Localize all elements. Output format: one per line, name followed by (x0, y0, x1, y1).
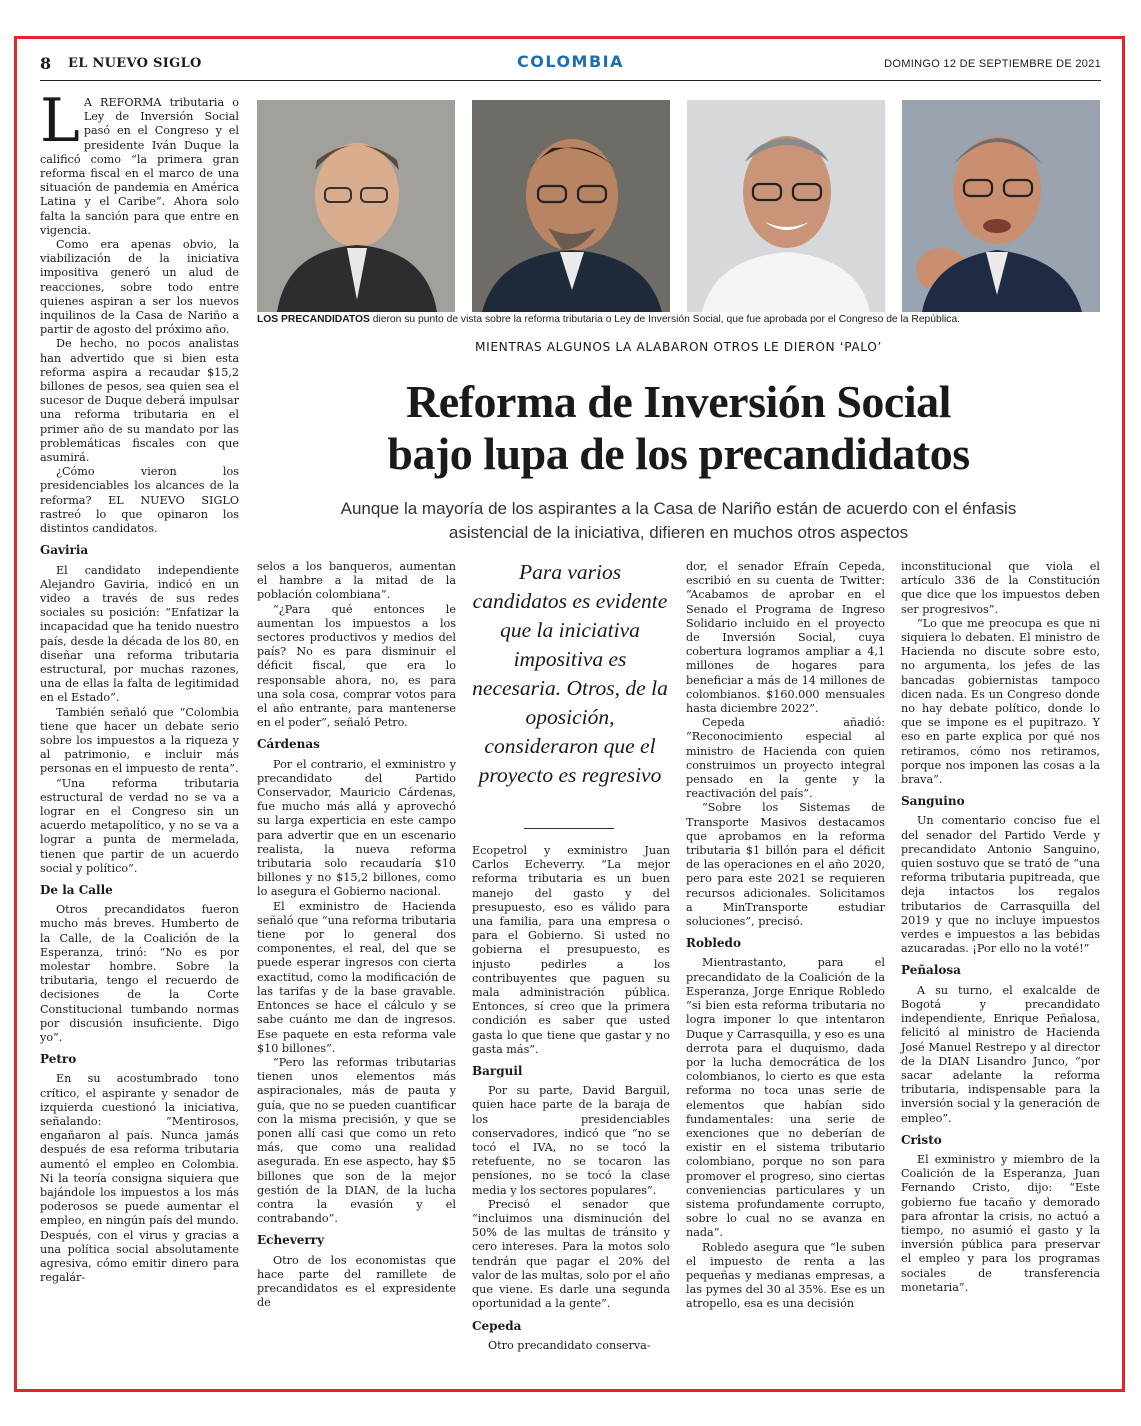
photo-candidate-4 (902, 100, 1100, 312)
subhead-petro: Petro (40, 1052, 77, 1067)
headline (257, 376, 1100, 480)
paragraph: A REFORMA tributaria o Ley de Inversión Social pasó en el Congreso y el presidente Iván Duque la calificó como “la primera gran reforma fiscal en el marco de una situación de pandemia en América Latina y el Caribe”. Ahora solo falta la sanción para que entre en vigencia. (40, 96, 239, 237)
photo-caption (257, 314, 1100, 325)
photo-candidate-2 (472, 100, 670, 312)
headline-line-1: Reforma de Inversión Social (406, 376, 951, 427)
page-number: 8 (40, 54, 52, 73)
subhead-robledo: Robledo (686, 936, 741, 951)
photo-candidate-3 (687, 100, 885, 312)
pull-quote: Para varios candidatos es evidente que la iniciativa impositiva es necesaria. Otros, de la oposición, consideraron que el proyecto es regresivo (472, 560, 668, 787)
paragraph: dor, el senador Efraín Cepeda, escribió en su cuenta de Twitter: “Acabamos de aprobar en el Senado el Programa de Ingreso Solidario incluido en el proyecto de Inversión Social, cuya cobertura logramos ampliar a 4,1 millones de hogares para beneficiar a más de 14 millones de colombianos. $160.000 mensuales hasta diciembre 2022”. (686, 560, 885, 716)
paragraph: “Una reforma tributaria estructural de verdad no se va a lograr en el Congreso sin un acuerdo metapolítico, y no se va a lograr a punta de mermelada, tienen que partir de un acuerdo social y político”. (40, 776, 239, 875)
deck (257, 497, 1100, 545)
column-2 (257, 560, 456, 1310)
paragraph: Por su parte, David Barguil, quien hace parte de la baraja de los presidenciables conservadores, indicó que “no se tocó el IVA, no se tocó la retefuente, no se tocaron las pensiones, no se tocó la clase media y los sectores populares”. (472, 1084, 670, 1197)
subhead-cristo: Cristo (901, 1132, 942, 1147)
subhead-cepeda: Cepeda (472, 1318, 522, 1333)
photo-candidate-1 (257, 100, 455, 312)
deck-line-2: asistencial de la iniciativa, difieren en muchos otros aspectos (448, 523, 909, 542)
paragraph: El exministro de Hacienda señaló que “una reforma tributaria tiene por lo general dos componentes, el real, del que se puede esperar ingresos con cierta exactitud, como la modificación de las tarifas y de la base gravable. Entonces se hace el cálculo y se sabe cuánto me dan de ingresos. Ese paquete en esta reforma vale $10 billones”. (257, 899, 456, 1055)
column-5 (901, 560, 1100, 1295)
paragraph: De hecho, no pocos analistas han advertido que si bien esta reforma aspira a recaudar $15,2 billones de pesos, sea quien sea el sucesor de Duque deberá impulsar una reforma tributaria en el primer año de su mandato por las problemáticas fiscales con que asumirá. (40, 337, 239, 465)
subhead-penalosa: Peñalosa (901, 963, 961, 978)
newspaper-name: EL NUEVO SIGLO (68, 56, 202, 71)
paragraph: “Pero las reformas tributarias tienen unos elementos más aspiracionales, más de pauta y guía, que no se pueden cuantificar con la misma precisión, y que se ponen allí casi que como un reto más, que como una realidad asegurada. En ese aspecto, hay $5 billones que son de la mejor gestión de la DIAN, de la lucha contra la evasión y el contrabando”. (257, 1055, 456, 1226)
paragraph: Por el contrario, el exministro y precandidato del Partido Conservador, Mauricio Cárdenas, fue mucho más allá y aprovechó su larga experticia en este campo para advertir que en un escenario realista, la nueva reforma tributaria solo recaudaría $10 billones y no $15,2 billones, como lo asegura el Gobierno nacional. (257, 757, 456, 899)
paragraph: Otro de los economistas que hace parte del ramillete de precandidatos es el expresidente de (257, 1253, 456, 1310)
subhead-barguil: Barguil (472, 1064, 523, 1079)
subhead-cardenas: Cárdenas (257, 737, 320, 752)
paragraph: “¿Para qué entonces le aumentan los impuestos a los sectores productivos y medios del país? No es para disminuir el déficit fiscal, que era lo responsable ahora, no, es para una sola cosa, comprar votos para el año entrante, para mantenerse en el poder”, señaló Petro. (257, 602, 456, 730)
paragraph: El candidato independiente Alejandro Gaviria, indicó en un video a través de sus redes sociales su posición: “Enfatizar la incapacidad que ha tenido nuestro país, desde la década de los 80, en diseñar una reforma tributaria estructural, por muchas razones, una de ellas la falta de legitimidad en el Estado”. (40, 563, 239, 705)
subhead-echeverry: Echeverry (257, 1233, 325, 1248)
paragraph: El exministro y miembro de la Coalición de la Esperanza, Juan Fernando Cristo, dijo: “Este gobierno fue tacaño y demorado para afrontar la crisis, no actuó a tiempo, no asumió el gasto y la inversión pública para preservar el empleo y para los programas sociales de transferencia monetaria”. (901, 1152, 1100, 1294)
headline-line-2: bajo lupa de los precandidatos (387, 428, 970, 479)
issue-date: DOMINGO 12 DE SEPTIEMBRE DE 2021 (884, 58, 1101, 70)
paragraph: selos a los banqueros, aumentan el hambre a la mitad de la población colombiana”. (257, 560, 456, 602)
paragraph: “Sobre los Sistemas de Transporte Masivos destacamos que aprobamos en la reforma tributaria $1 billón para el déficit de las operaciones en el año 2020, pero para este 2021 se requieren recursos adicionales. Solicitamos a MinTransporte estudiar soluciones”, precisó. (686, 801, 885, 929)
drop-cap: L (40, 86, 80, 156)
paragraph: ¿Cómo vieron los presidenciables los alcances de la reforma? EL NUEVO SIGLO rastreó lo que opinaron los distintos candidatos. (40, 465, 239, 536)
section-name: COLOMBIA (516, 52, 625, 71)
paragraph: También señaló que “Colombia tiene que hacer un debate serio sobre los impuestos a la riqueza y al patrimonio, e incluir más personas en el impuesto de renta”. (40, 705, 239, 776)
deck-line-1: Aunque la mayoría de los aspirantes a la Casa de Nariño están de acuerdo con el énfasis (340, 499, 1017, 518)
pull-quote-rule (524, 828, 614, 829)
paragraph: Ecopetrol y exministro Juan Carlos Echeverry. “La mejor reforma tributaria es un buen manejo del gasto y del presupuesto, eso es válido para una familia, para una empresa o para el Gobierno. Si usted no gobierna el presupuesto, es injusto pedirles a los contribuyentes que paguen su mala administración pública. Entonces, sí creo que la primera condición es saber que usted gasta lo que tiene que gastar y no gasta más”. (472, 844, 670, 1056)
column-1 (40, 86, 239, 1285)
caption-lead: LOS PRECANDIDATOS (257, 314, 370, 325)
paragraph: “Lo que me preocupa es que ni siquiera lo debaten. El ministro de Hacienda no discute sobre esto, no argumenta, los jefes de las bancadas gobiernistas tampoco dicen nada. Es un Congreso donde no hay debate político, donde lo que se impone es el pupitrazo. Y eso en parte explica por qué nos retiramos, cómo nos retiramos, porque nos imponen las cosas a la brava”. (901, 616, 1100, 787)
subhead-sanguino: Sanguino (901, 794, 965, 809)
kicker: MIENTRAS ALGUNOS LA ALABARON OTROS LE DIERON ‘PALO’ (475, 340, 882, 354)
caption-text: dieron su punto de vista sobre la reforma tributaria o Ley de Inversión Social, que fue aprobada por el Congreso de la República. (369, 314, 961, 325)
paragraph: Cepeda añadió: “Reconocimiento especial al ministro de Hacienda con quien construimos un proyecto integral pensado en la gente y la reactivación del país”. (686, 716, 885, 801)
header-divider (40, 80, 1101, 81)
paragraph: Robledo asegura que “le suben el impuesto de renta a las pequeñas y medianas empresas, a las pymes del 30 al 35%. Ese es un atropello, esa es una decisión (686, 1240, 885, 1311)
paragraph: Precisó el senador que “incluimos una disminución del 50% de las multas de tránsito y cero intereses. Para la motos solo tendrán que pagar el 20% del valor de las multas, solo por el año que viene. Es darle una segunda oportunidad a la gente”. (472, 1197, 671, 1311)
column-4 (686, 560, 885, 1312)
paragraph: A su turno, el exalcalde de Bogotá y precandidato independiente, Enrique Peñalosa, felicitó al ministro de Hacienda José Manuel Restrepo y al director de la DIAN Lisandro Junco, “por sacar adelante la reforma tributaria, indispensable para la inversión social y la generación de empleo”. (901, 983, 1100, 1125)
paragraph: Un comentario conciso fue el del senador del Partido Verde y precandidato Antonio Sanguino, quien sostuvo que se trató de “una reforma tributaria pupitreada, que deja intactos los regalos tributarios de Carrasquilla del 2019 y que no incluye impuestos verdes e impuestos a las bebidas azucaradas. ¡Por ello no la voté!” (901, 814, 1100, 956)
photo-strip (257, 100, 1100, 312)
subhead-de-la-calle: De la Calle (40, 882, 113, 897)
paragraph: En su acostumbrado tono crítico, el aspirante y senador de izquierda cuestionó la iniciativa, señalando: “Mentirosos, engañaron al país. Nunca jamás después de esa reforma tributaria aumentó el empleo en Colombia. Ni la teoría consigna siquiera que bajándole los impuestos a los más poderosos se puede aumentar el empleo, en ningún país del mundo. Después, con el virus y gracias a una política social absolutamente agresiva, cómo emitir dinero para regalár- (40, 1072, 239, 1285)
page-header (40, 52, 1101, 80)
paragraph: inconstitucional que viola el artículo 336 de la Constitución que dice que los impuestos deben ser progresivos”. (901, 560, 1100, 616)
paragraph: Mientrastanto, para el precandidato de la Coalición de la Esperanza, Jorge Enrique Robledo “si bien esta reforma tributaria no logra imponer lo que intentaron Duque y Carrasquilla, y eso es una derrota para el duquismo, dada por la lucha democrática de los colombianos, lo cierto es que esta reforma no toca unas serie de elementos que habían sido fundamentales: una serie de exenciones que no deberían de existir en el sistema tributario colombiano, porque no son para promover el progreso, sino ciertas conveniencias particulares y un sistema profundamente corrupto, sobre lo cual no se avanza en nada”. (686, 956, 885, 1240)
paragraph: Como era apenas obvio, la viabilización de la iniciativa impositiva generó un alud de reacciones, sobre todo entre quienes aspiran a ser los nuevos inquilinos de la Casa de Nariño a partir de agosto del próximo año. (40, 238, 239, 337)
paragraph: Otro precandidato conserva- (488, 1338, 651, 1352)
column-3 (472, 844, 670, 1353)
subhead-gaviria: Gaviria (40, 543, 89, 558)
paragraph: Otros precandidatos fueron mucho más breves. Humberto de la Calle, de la Coalición de la Esperanza, trinó: “No es por molestar hombre. Sobre la tributaria, tengo el recuerdo de decisiones de la Corte Constitucional tumbando normas por discusión insuficiente. Digo yo”. (40, 903, 239, 1044)
